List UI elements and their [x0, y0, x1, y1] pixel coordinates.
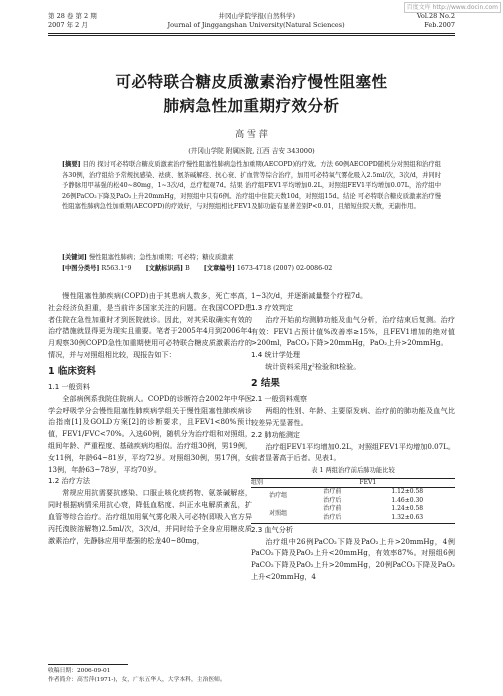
section-2-heading: 2 结果: [251, 377, 280, 389]
subsection-2-3-heading: 2.3 血气分析: [251, 524, 293, 534]
table-cell-group: 治疗组: [269, 492, 288, 500]
table-cell-value: 1.32±0.63: [391, 513, 424, 521]
table-1: [251, 478, 455, 523]
paragraph-continuation: 1~3次/d，并逐渐减量整个疗程7d。: [251, 291, 368, 300]
footnote: [48, 667, 226, 684]
title-line-2: 肺病急性加重期疗效分析: [163, 97, 340, 115]
date-en: Feb.2007: [424, 21, 455, 29]
abstract-label: [摘要]: [62, 161, 81, 168]
abstract: [62, 160, 441, 213]
volume-en: Vol.28 No.2: [416, 12, 455, 20]
table-cell-group: 对照组: [269, 509, 288, 517]
title-line-1: 可必特联合糖皮质激素治疗慢性阻塞性: [115, 73, 388, 91]
paragraph-1-4: 统计资料采用χ²检验和t检验。: [265, 362, 361, 372]
table-cell-value: 1.46±0.30: [391, 496, 424, 504]
article-meta: [62, 252, 441, 274]
intro-paragraph: 慢性阻塞性肺疾病(COPD)由于其患病人数多，死亡率高，社会经济负担重，是当前许多国家关注的问题。在我国COPD患者住院在急性加重时才到医院就诊。因此，对其采取确实有效的治疗措施就显得更为现实且重要。笔者于2005年4月到2006年4月观察30例COPD急性加重期使用可必特联合糖皮质激素治疗的情况，并与对照组相比较，现报告如下：: [48, 291, 252, 359]
subsection-1-4-heading: 1.4 统计学处理: [251, 350, 301, 360]
right-column: [251, 290, 455, 583]
table-cell-stage: 治疗前: [323, 505, 342, 513]
paragraph-1-3: 治疗开始前均测肺功能及血气分析，治疗结束后复测。治疗有效：FEV1占预计值%改善率≥15%，且FEV1增加的绝对值>200ml，PaCO₂下降>20mmHg，PaO₂上升>20mmHg。: [251, 314, 455, 348]
author-bio: 作者简介：高雪萍(1971-)，女，广东五华人，大学本科，主治医师。: [48, 676, 226, 683]
keywords-label: [关键词]: [62, 254, 87, 261]
volume-cn: 第 28 卷 第 2 期: [48, 12, 97, 20]
header-rule-thin: [48, 35, 455, 36]
paragraph-2-2: 治疗组FEV1平均增加0.2L，对照组FEV1平均增加0.07L。前者显著高于后者。见表1。: [251, 441, 455, 463]
subsection-1-3-heading: 1.3 疗效判定: [251, 302, 293, 312]
watermark-stamp: 百度文库 http://www.docin.com: [404, 2, 501, 13]
table-header-stage: [305, 479, 359, 488]
author-affiliation: (井冈山学院 附属医院, 江西 吉安 343000): [188, 147, 315, 155]
table-cell-value: 1.12±0.58: [391, 488, 424, 496]
journal-name-cn: 井冈山学院学报(自然科学): [218, 12, 296, 20]
clc-value: R563.1⁺9: [101, 265, 132, 272]
paper-title: [48, 70, 455, 118]
table-row: [251, 488, 455, 497]
keywords-text: 慢性阻塞性肺病；急性加重期；可必特；糖皮质激素: [88, 254, 234, 261]
doc-code-value: B: [185, 265, 190, 272]
running-header: [48, 12, 455, 30]
abstract-text: 目的 探讨可必特联合糖皮质激素治疗慢性阻塞性肺病急性加重期(AECOPD)的疗效。方法 60例AECOPD随机分对照组和治疗组各30例，治疗组给予常规抗感染、祛痰、氨茶碱解痉、抗心衰、扩血管等综合治疗，加用可必特氧气雾化吸入2.5ml/次，3次/d，并同时予静脉用甲基强的松40~80mg，1~3次/d，总疗程观7d。结果 治疗组FEV1平均增加0.2L，对照组FEV1平均增加0.07L，治疗组中26例PaCO₂下降及PaO₂上升20mmHg，对照组中只有6例。治疗组中住院天数10d，对照组15d。结论 可必特联合糖皮质激素治疗慢性阻塞性肺病急性加重期(AECOPD)的疗效好，与对照组相比FEV1及肺功能有显著差别P<0.01，且缩短住院天数，无副作用。: [62, 161, 441, 211]
table-row: [251, 505, 455, 514]
header-rule: [48, 33, 455, 34]
subsection-2-1-heading: 2.1 一般资料观察: [251, 393, 308, 403]
clc-label: [中图分类号]: [62, 265, 100, 272]
table-1-caption: 表 1 两组治疗前后肺功能比较: [311, 467, 395, 475]
table-cell-value: 1.24±0.58: [391, 505, 424, 513]
article-number-value: 1673-4718 (2007) 02-0086-02: [236, 265, 333, 272]
journal-name-en: Journal of Jinggangshan University(Natural Sciences): [167, 21, 345, 29]
table-header-fev1: FEV1: [359, 479, 455, 488]
doc-code-label: [文献标识码]: [145, 265, 184, 272]
author-name: 高 雪 萍: [235, 130, 268, 140]
table-cell-stage: 治疗前: [323, 488, 342, 496]
table-cell-stage: 治疗后: [323, 496, 342, 504]
table-cell-stage: 治疗后: [323, 513, 342, 521]
paragraph-1-1: 全部病例系我院住院病人。COPD的诊断符合2002年中华医学会呼吸学分会慢性阻塞性肺疾病学组关于慢性阻塞性肺疾病诊治指南[1]及GOLD方案[2]的诊断要求，且FEV1<80%预计值，FEV1/FVC<70%。入选60例，随机分为治疗组和对照组，组间年龄、严重程度、基础疾病均相似。治疗组30例，男19例，女11例，年龄64~81岁，平均72岁。对照组30例，男17例，女13例，年龄63~78岁，平均70岁。: [48, 393, 252, 474]
date-cn: 2007 年 2 月: [48, 21, 88, 29]
paragraph-2-1: 两组的性别、年龄、主要原发病、治疗前的肺功能及血气比较差异无显著性。: [251, 405, 455, 427]
received-date: 收稿日期：2006-09-01: [48, 668, 111, 674]
subsection-2-2-heading: 2.2 肺功能测定: [251, 429, 301, 439]
paragraph-2-3: 治疗组中26例PaCO₂下降及PaO₂上升>20mmHg，4例PaCO₂下降及PaO₂上升<20mmHg，有效率87%。对照组6例PaCO₂下降及PaO₂上升>20mmHg，20例PaCO₂下降及PaO₂上升<20mmHg，4: [251, 536, 455, 581]
article-number-label: [文章编号]: [203, 265, 235, 272]
subsection-1-1-heading: 1.1 一般资料: [48, 381, 90, 391]
subsection-1-2-heading: 1.2 治疗方法: [48, 476, 90, 486]
table-header-group: 组别: [251, 479, 305, 488]
footnote-rule: [48, 664, 128, 665]
section-1-heading: 1 临床资料: [48, 365, 96, 377]
paragraph-1-2: 常规应用抗需要抗感染、口服止咳化痰药物、氨茶碱解痉，同时根据病情采用抗心衰，降低血粘度、纠正水电解质紊乱，扩血管等综合治疗。治疗组加用氧气雾化吸入可必特(即吸入官方异丙托溴胺溶解物)2.5ml/次，3次/d，并同时给予全身应用糖皮质激素治疗，先静脉应用甲基强的松龙40~80mg，: [48, 488, 252, 545]
left-column: [48, 290, 252, 546]
